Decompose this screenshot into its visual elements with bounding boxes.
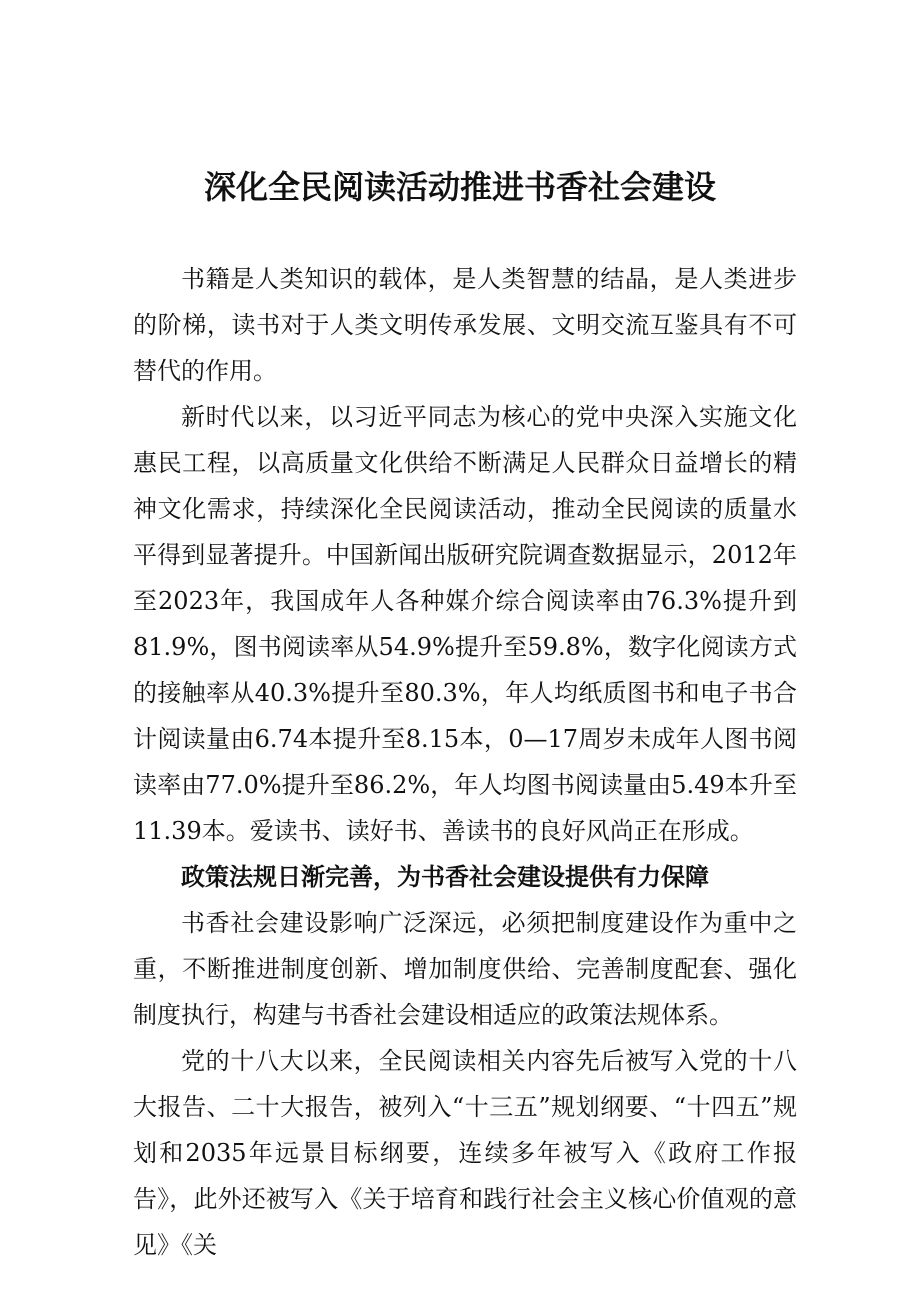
section-heading: 政策法规日渐完善，为书香社会建设提供有力保障 xyxy=(181,863,709,891)
paragraph-intro: 书籍是人类知识的载体，是人类智慧的结晶，是人类进步的阶梯，读书对于人类文明传承发展、文明交流互鉴具有不可替代的作用。 xyxy=(133,265,797,385)
paragraph-statistics: 新时代以来，以习近平同志为核心的党中央深入实施文化惠民工程，以高质量文化供给不断满足人民群众日益增长的精神文化需求，持续深化全民阅读活动，推动全民阅读的质量水平得到显著提升。中国新闻出版研究院调查数据显示，2012年至2023年，我国成年人各种媒介综合阅读率由76.3%提升到81.9%，图书阅读率从54.9%提升至59.8%，数字化阅读方式的接触率从40.3%提升至80.3%，年人均纸质图书和电子书合计阅读量由6.74本提升至8.15本，0—17周岁未成年人图书阅读率由77.0%提升至86.2%，年人均图书阅读量由5.49本升至11.39本。爱读书、读好书、善读书的良好风尚正在形成。 xyxy=(133,403,797,845)
paragraph-history: 党的十八大以来，全民阅读相关内容先后被写入党的十八大报告、二十大报告，被列入“十三五”规划纲要、“十四五”规划和2035年远景目标纲要，连续多年被写入《政府工作报告》，此外还被写入《关于培育和践行社会主义核心价值观的意见》《关 xyxy=(133,1047,797,1259)
paragraph-policy: 书香社会建设影响广泛深远，必须把制度建设作为重中之重，不断推进制度创新、增加制度供给、完善制度配套、强化制度执行，构建与书香社会建设相适应的政策法规体系。 xyxy=(133,909,797,1029)
document-body xyxy=(133,256,797,1268)
document-title: 深化全民阅读活动推进书香社会建设 xyxy=(203,168,716,206)
